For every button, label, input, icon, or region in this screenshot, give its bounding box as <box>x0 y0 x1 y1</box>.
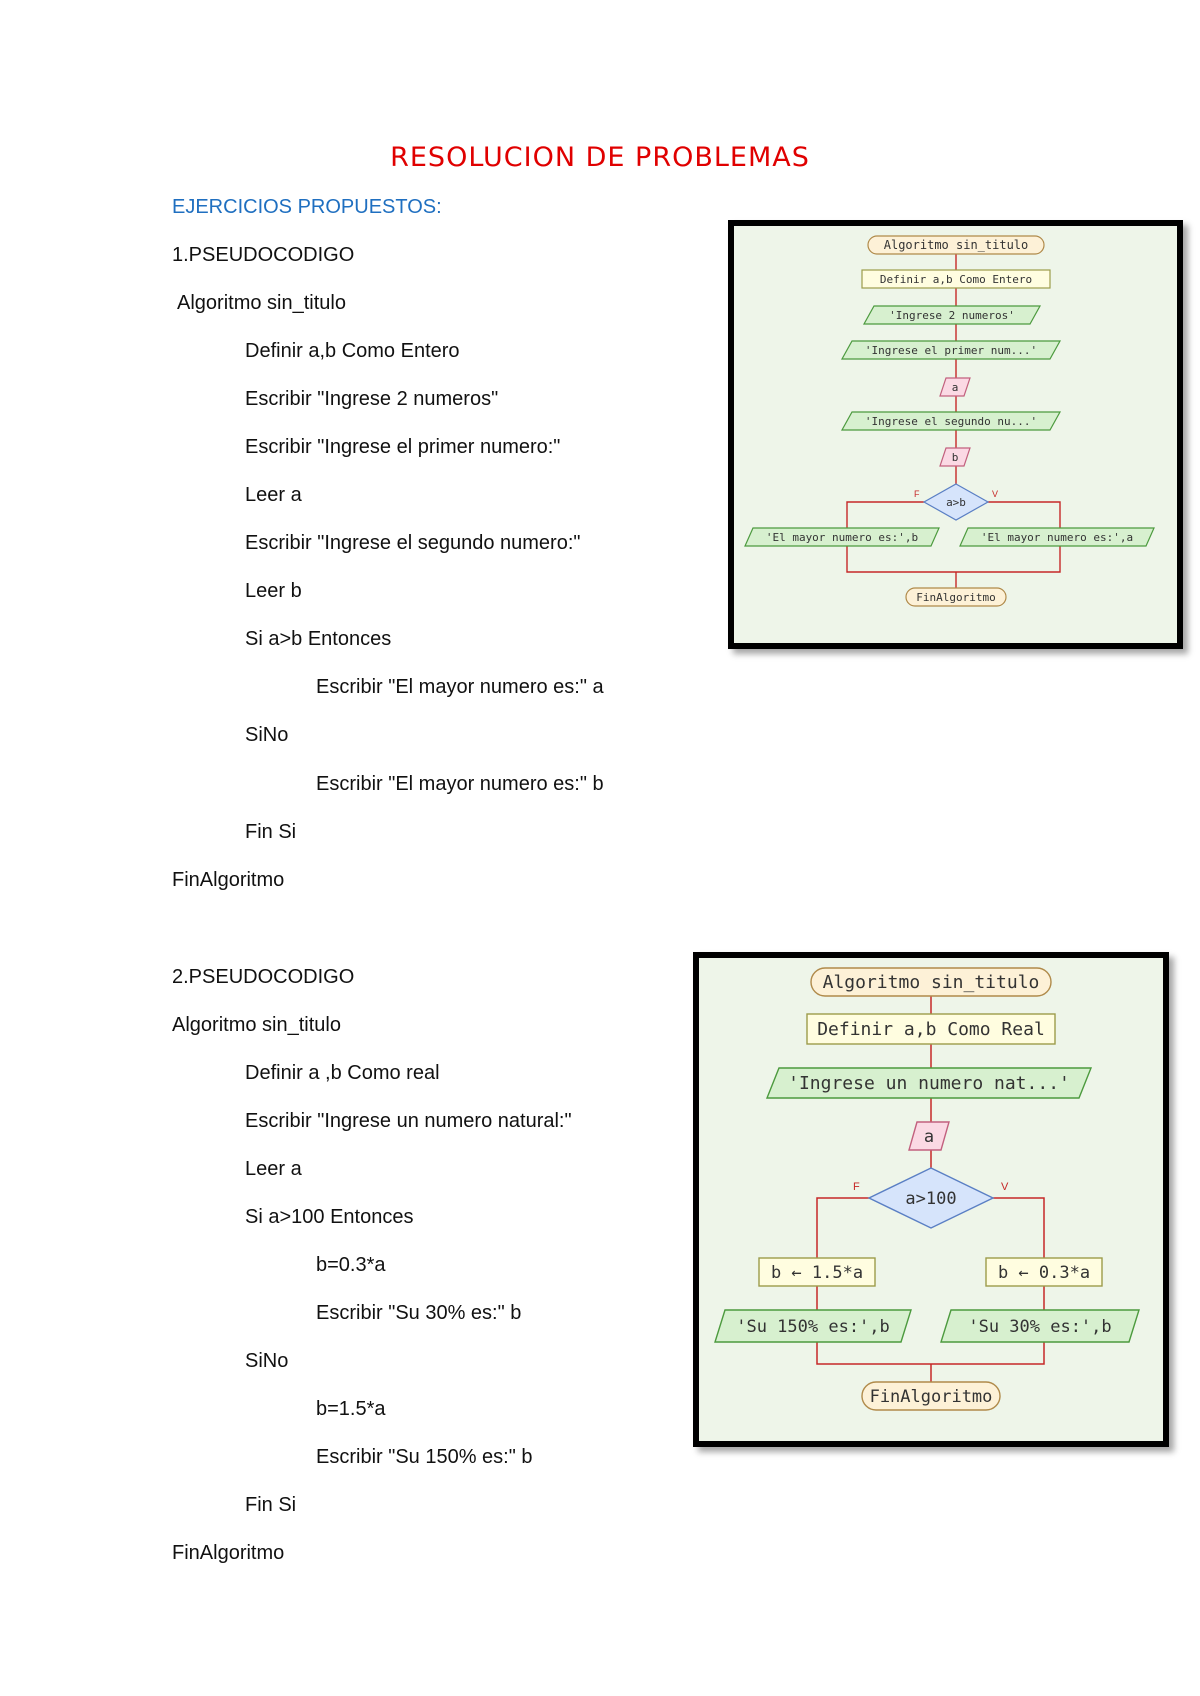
flowchart-2-define <box>807 1014 1055 1044</box>
code-line: Algoritmo sin_titulo <box>172 1014 341 1036</box>
flowchart-2-true-label: V <box>1001 1181 1009 1193</box>
flowchart-2-decision <box>853 1168 1009 1228</box>
code-line: Definir a ,b Como real <box>245 1062 440 1084</box>
code-line: b=0.3*a <box>316 1254 386 1276</box>
flowchart-1 <box>728 220 1183 649</box>
code-line: Escribir "Ingrese el segundo numero:" <box>245 532 581 554</box>
flowchart-1-output-3-label: 'Ingrese el segundo nu...' <box>864 415 1038 428</box>
flowchart-1-end <box>906 588 1006 606</box>
code-line: Leer a <box>245 1158 302 1180</box>
flowchart-1-output-2-label: 'Ingrese el primer num...' <box>864 344 1038 357</box>
flowchart-2 <box>693 952 1169 1447</box>
exercise-1-heading: 1.PSEUDOCODIGO <box>172 244 355 266</box>
code-line: Escribir "Ingrese 2 numeros" <box>245 388 499 410</box>
code-line: Escribir "Su 30% es:" b <box>316 1302 522 1324</box>
exercise-2-heading: 2.PSEUDOCODIGO <box>172 966 355 988</box>
code-line: Escribir "Ingrese un numero natural:" <box>245 1110 572 1132</box>
flowchart-2-canvas <box>699 958 1163 1441</box>
flowchart-2-end-label: FinAlgoritmo <box>869 1387 993 1407</box>
flowchart-1-read-1 <box>940 378 970 396</box>
flowchart-1-read-1-label: a <box>951 381 959 394</box>
flowchart-2-end <box>862 1382 1000 1410</box>
flowchart-1-read-2 <box>940 448 970 466</box>
code-line: Escribir "El mayor numero es:" a <box>316 676 604 698</box>
flowchart-1-decision <box>914 484 998 520</box>
flowchart-2-output-1 <box>767 1068 1091 1098</box>
flowchart-1-true-label: V <box>992 489 999 499</box>
flowchart-1-output-1 <box>864 306 1040 324</box>
flowchart-1-define-label: Definir a,b Como Entero <box>879 273 1033 286</box>
flowchart-2-read-1-label: a <box>923 1127 935 1147</box>
flowchart-2-false-output-label: 'Su 150% es:',b <box>736 1317 890 1337</box>
flowchart-1-output-1-label: 'Ingrese 2 numeros' <box>889 309 1015 322</box>
flowchart-1-read-2-label: b <box>951 451 959 464</box>
code-line: Si a>100 Entonces <box>245 1206 414 1228</box>
code-line: Escribir "Su 150% es:" b <box>316 1446 533 1468</box>
code-line: Fin Si <box>245 821 297 843</box>
flowchart-2-output-1-label: 'Ingrese un numero nat...' <box>788 1073 1070 1094</box>
code-line: Escribir "Ingrese el primer numero:" <box>245 436 561 458</box>
flowchart-2-read-1 <box>909 1122 949 1150</box>
flowchart-1-canvas <box>734 226 1177 643</box>
flowchart-2-false-label: F <box>853 1181 860 1193</box>
code-line: FinAlgoritmo <box>172 869 285 891</box>
flowchart-1-decision-label: a>b <box>946 496 966 509</box>
flowchart-2-true-output-label: 'Su 30% es:',b <box>968 1317 1112 1337</box>
code-line: Leer b <box>245 580 302 602</box>
flowchart-1-false-label: F <box>914 489 920 499</box>
section-subtitle: EJERCICIOS PROPUESTOS: <box>172 196 442 218</box>
code-line: Algoritmo sin_titulo <box>177 292 346 314</box>
page-title: RESOLUCION DE PROBLEMAS <box>390 142 810 173</box>
flowchart-2-decision-label: a>100 <box>905 1189 957 1209</box>
code-line: Fin Si <box>245 1494 297 1516</box>
code-line: b=1.5*a <box>316 1398 386 1420</box>
flowchart-1-true-output <box>960 528 1154 546</box>
flowchart-2-true-assign <box>986 1258 1102 1286</box>
flowchart-2-false-assign-label: b ← 1.5*a <box>770 1263 864 1283</box>
code-line: Escribir "El mayor numero es:" b <box>316 773 604 795</box>
flowchart-2-start <box>811 968 1051 996</box>
code-line: SiNo <box>245 724 289 746</box>
flowchart-1-false-output-label: 'El mayor numero es:',b <box>765 531 919 544</box>
flowchart-1-start-label: Algoritmo sin_titulo <box>883 238 1029 252</box>
flowchart-2-false-assign <box>759 1258 875 1286</box>
flowchart-1-output-3 <box>842 412 1060 430</box>
flowchart-2-true-assign-label: b ← 0.3*a <box>997 1263 1091 1283</box>
code-line: Leer a <box>245 484 302 506</box>
code-line: Definir a,b Como Entero <box>245 340 460 362</box>
flowchart-1-output-2 <box>842 341 1060 359</box>
flowchart-2-false-output <box>715 1310 911 1342</box>
flowchart-2-true-output <box>941 1310 1139 1342</box>
code-line: FinAlgoritmo <box>172 1542 285 1564</box>
flowchart-1-end-label: FinAlgoritmo <box>916 591 996 604</box>
flowchart-1-define <box>862 270 1050 288</box>
flowchart-1-false-output <box>745 528 939 546</box>
flowchart-2-start-label: Algoritmo sin_titulo <box>822 972 1040 993</box>
flowchart-2-define-label: Definir a,b Como Real <box>817 1019 1045 1040</box>
flowchart-1-true-output-label: 'El mayor numero es:',a <box>980 531 1134 544</box>
code-line: SiNo <box>245 1350 289 1372</box>
flowchart-1-start <box>868 236 1044 254</box>
code-line: Si a>b Entonces <box>245 628 392 650</box>
